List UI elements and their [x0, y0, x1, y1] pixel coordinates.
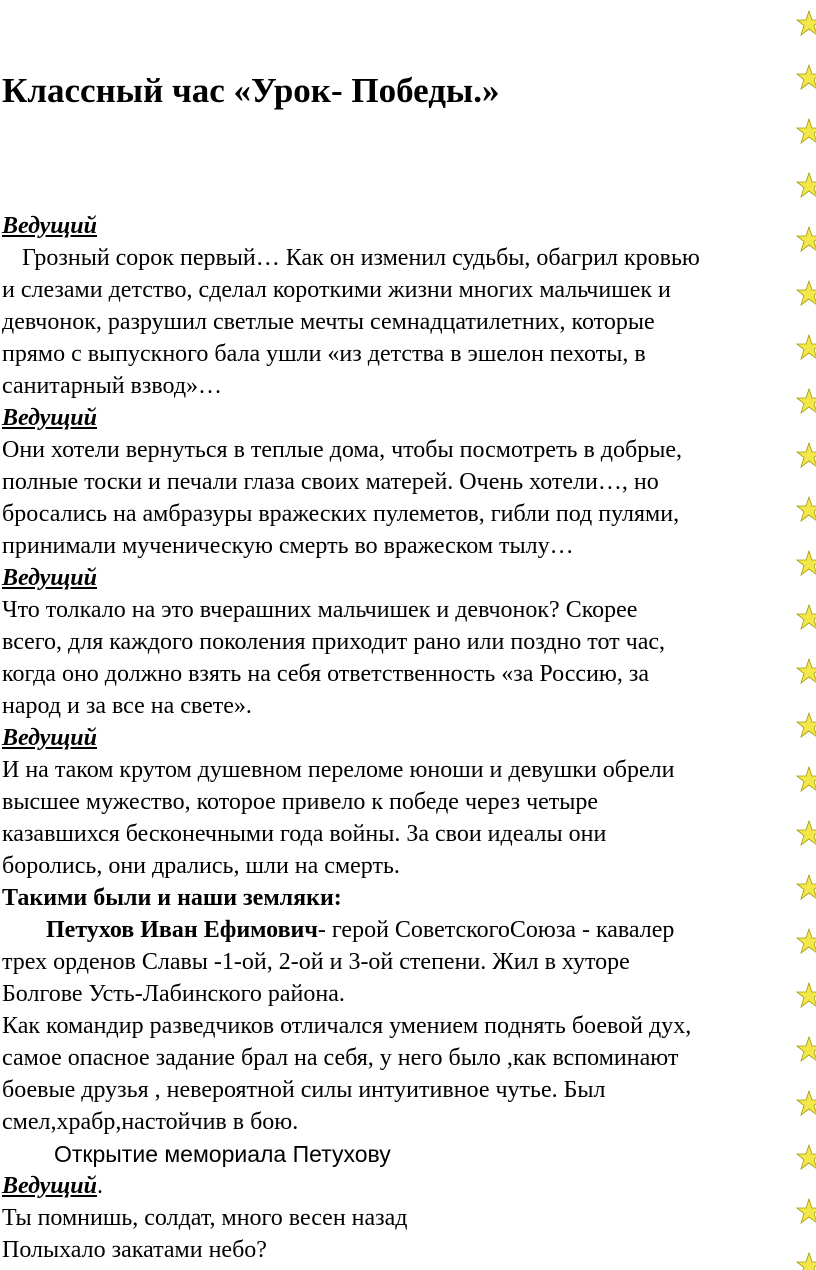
paragraph-line: бросались на амбразуры вражеских пулеметов, гибли под пулями,	[2, 501, 680, 527]
star-icon	[796, 1252, 816, 1270]
paragraph-line: казавшихся бесконечными года войны. За свои идеалы они	[2, 821, 607, 847]
speaker-line	[2, 722, 814, 754]
paragraph-line: и слезами детство, сделал короткими жизни многих мальчишек и	[2, 277, 671, 303]
memorial-note: Открытие мемориала Петухову	[54, 1141, 391, 1167]
poem-line: Полыхало закатами небо?	[2, 1237, 267, 1263]
star-icon	[796, 1198, 816, 1224]
speaker-line	[2, 1170, 814, 1202]
star-icon	[796, 10, 816, 36]
speaker-period: .	[97, 1173, 103, 1199]
hero-name: Петухов Иван Ефимович	[46, 917, 318, 943]
hero-line: боевые друзья , невероятной силы интуитивное чутье. Был	[2, 1077, 606, 1103]
poem-line: Ты помнишь, солдат, много весен назад	[2, 1205, 408, 1231]
speaker-label: Ведущий	[2, 213, 97, 239]
hero-line: трех орденов Славы -1-ой, 2-ой и 3-ой степени. Жил в хуторе	[2, 949, 630, 975]
star-icon	[796, 604, 816, 630]
page-title: Классный час «Урок- Победы.»	[2, 71, 500, 110]
star-icon	[796, 388, 816, 414]
paragraph-line: Грозный сорок первый… Как он изменил судьбы, обагрил кровью	[22, 245, 700, 271]
speaker-label: Ведущий	[2, 405, 97, 431]
speaker-line	[2, 402, 814, 434]
hero-intro-line	[2, 914, 814, 946]
star-icon	[796, 496, 816, 522]
star-icon	[796, 874, 816, 900]
hero-line: смел,храбр,настойчив в бою.	[2, 1109, 299, 1135]
speaker-line	[2, 562, 814, 594]
paragraph-line: принимали мученическую смерть во вражеском тылу…	[2, 533, 574, 559]
paragraph-line: санитарный взвод»…	[2, 373, 223, 399]
star-icon	[796, 172, 816, 198]
speaker-label: Ведущий	[2, 565, 97, 591]
paragraph-line: полные тоски и печали глаза своих матерей. Очень хотели…, но	[2, 469, 659, 495]
speaker-label: Ведущий	[2, 725, 97, 751]
star-icon	[796, 1036, 816, 1062]
paragraph-line: народ и за все на свете».	[2, 693, 252, 719]
hero-line: Болгове Усть-Лабинского района.	[2, 981, 345, 1007]
paragraph-line: девчонок, разрушил светлые мечты семнадцатилетних, которые	[2, 309, 655, 335]
star-icon	[796, 226, 816, 252]
star-icon	[796, 712, 816, 738]
paragraph-line: Они хотели вернуться в теплые дома, чтобы посмотреть в добрые,	[2, 437, 683, 463]
star-border	[796, 0, 816, 1270]
star-icon	[796, 64, 816, 90]
star-icon	[796, 1144, 816, 1170]
document-body	[2, 210, 814, 1266]
paragraph-line: прямо с выпускного бала ушли «из детства в эшелон пехоты, в	[2, 341, 646, 367]
hero-title: - герой СоветскогоСоюза - кавалер	[317, 917, 675, 943]
paragraph-line: боролись, они дрались, шли на смерть.	[2, 853, 400, 879]
paragraph-line: всего, для каждого поколения приходит рано или поздно тот час,	[2, 629, 666, 655]
star-icon	[796, 1090, 816, 1116]
paragraph-line: когда оно должно взять на себя ответственность «за Россию, за	[2, 661, 649, 687]
star-icon	[796, 982, 816, 1008]
star-icon	[796, 442, 816, 468]
star-icon	[796, 334, 816, 360]
star-icon	[796, 820, 816, 846]
speaker-line	[2, 210, 814, 242]
paragraph-line: Что толкало на это вчерашних мальчишек и девчонок? Скорее	[2, 597, 638, 623]
star-icon	[796, 658, 816, 684]
paragraph-line: И на таком крутом душевном переломе юноши и девушки обрели	[2, 757, 675, 783]
hero-line: самое опасное задание брал на себя, у него было ,как вспоминают	[2, 1045, 679, 1071]
hero-line: Как командир разведчиков отличался умением поднять боевой дух,	[2, 1013, 692, 1039]
countrymen-heading: Такими были и наши земляки:	[2, 885, 342, 911]
speaker-label: Ведущий	[2, 1173, 97, 1199]
star-icon	[796, 928, 816, 954]
paragraph-line: высшее мужество, которое привело к победе через четыре	[2, 789, 599, 815]
star-icon	[796, 550, 816, 576]
star-icon	[796, 118, 816, 144]
star-icon	[796, 280, 816, 306]
star-icon	[796, 766, 816, 792]
